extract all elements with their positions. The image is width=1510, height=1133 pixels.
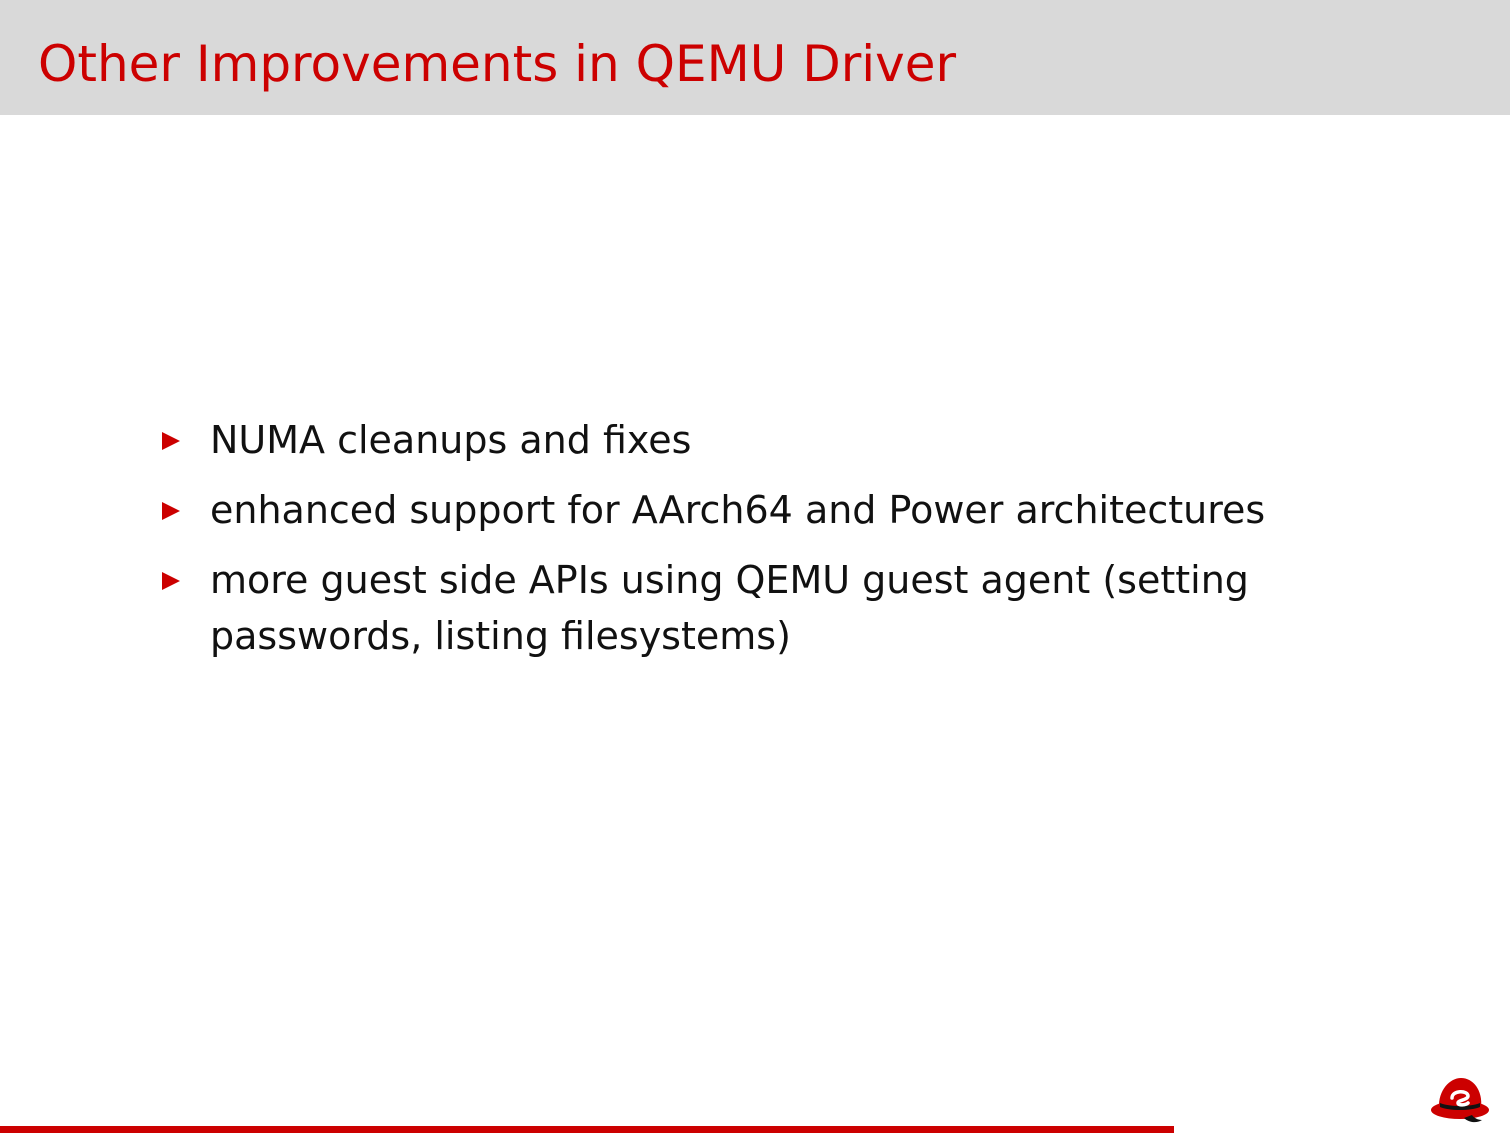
bullet-list: [160, 412, 1280, 664]
triangle-bullet-icon: [162, 502, 180, 520]
red-hat-logo-icon: [1428, 1070, 1492, 1126]
bullet-item: [160, 482, 1280, 538]
slide-content: [160, 412, 1280, 678]
bullet-item: [160, 412, 1280, 468]
title-bar: [0, 0, 1510, 115]
bullet-text: enhanced support for AArch64 and Power architectures: [210, 488, 1266, 532]
bullet-text: more guest side APIs using QEMU guest agent (setting passwords, listing filesystems): [210, 558, 1249, 658]
slide-title: Other Improvements in QEMU Driver: [38, 35, 957, 93]
bullet-item: [160, 552, 1280, 664]
red-hat-logo-icon: [1428, 1070, 1492, 1126]
footer-accent-line: [0, 1126, 1174, 1133]
bullet-text: NUMA cleanups and fixes: [210, 418, 692, 462]
triangle-bullet-icon: [162, 432, 180, 450]
triangle-bullet-icon: [162, 572, 180, 590]
